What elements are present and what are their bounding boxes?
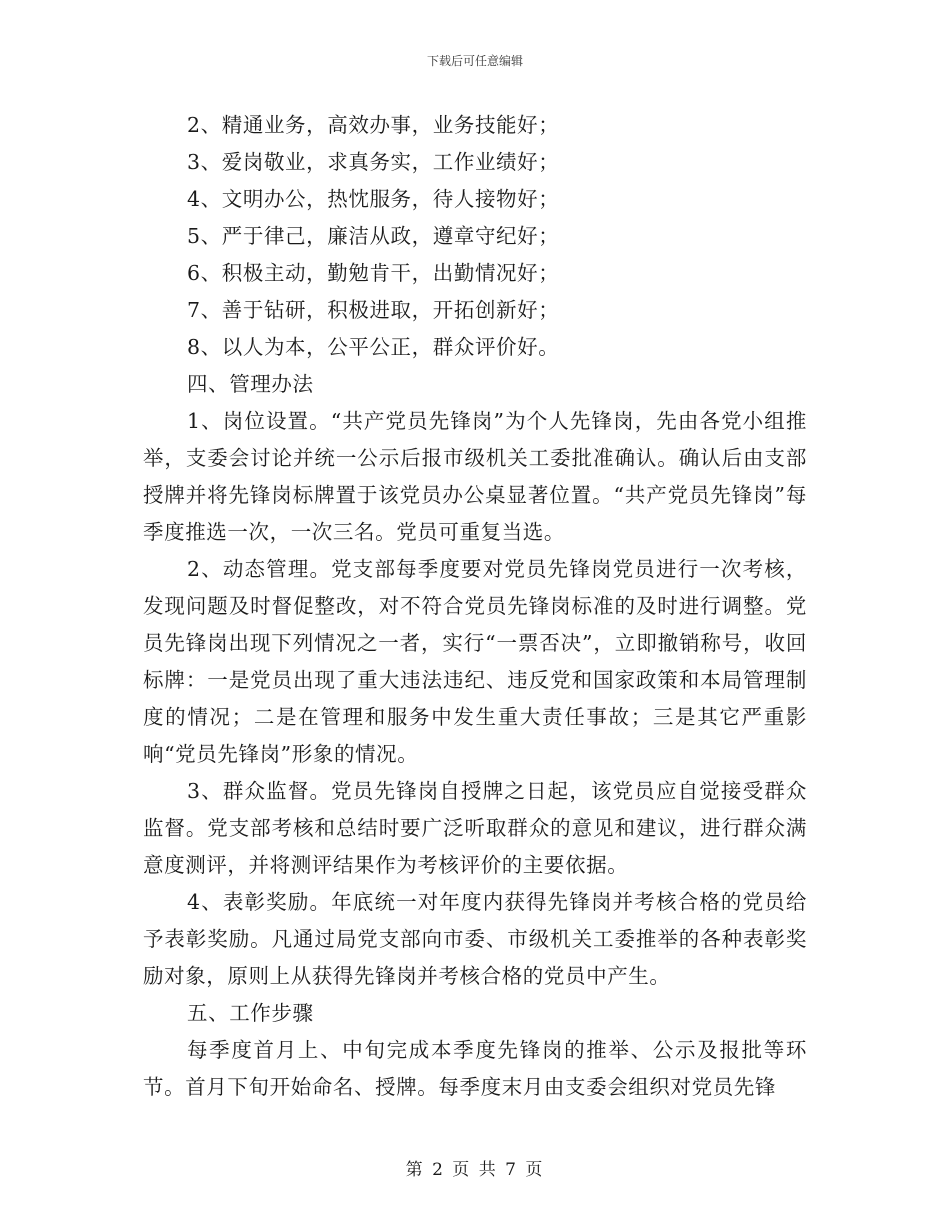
list-item-8: 8、以人为本，公平公正，群众评价好。: [187, 335, 560, 359]
paragraph-commendation: 4、表彰奖励。年底统一对年度内获得先锋岗并考核合格的党员给予表彰奖励。凡通过局党支部向市委、市级机关工委推举的各种表彰奖励对象，原则上从获得先锋岗并考核合格的党员中产生。: [143, 890, 807, 988]
list-item-2: 2、精通业务，高效办事，业务技能好；: [187, 113, 560, 137]
paragraph-post-setup: 1、岗位设置。“共产党员先锋岗”为个人先锋岗，先由各党小组推举，支委会讨论并统一公示后报市级机关工委批准确认。确认后由支部授牌并将先锋岗标牌置于该党员办公桌显著位置。“共产党员先锋岗”每季度推选一次，一次三名。党员可重复当选。: [143, 409, 807, 544]
list-item-6: 6、积极主动，勤勉肯干，出勤情况好；: [187, 261, 560, 285]
list-item-5: 5、严于律己，廉洁从政，遵章守纪好；: [187, 224, 560, 248]
paragraph-public-supervision: 3、群众监督。党员先锋岗自授牌之日起，该党员应自觉接受群众监督。党支部考核和总结时要广泛听取群众的意见和建议，进行群众满意度测评，并将测评结果作为考核评价的主要依据。: [143, 779, 807, 877]
list-item-3: 3、爱岗敬业，求真务实，工作业绩好；: [187, 150, 560, 174]
section-heading-work-steps: 五、工作步骤: [187, 1001, 314, 1025]
list-item-4: 4、文明办公，热忱服务，待人接物好；: [187, 187, 560, 211]
list-item-7: 7、善于钻研，积极进取，开拓创新好；: [187, 298, 560, 322]
paragraph-dynamic-management: 2、动态管理。党支部每季度要对党员先锋岗党员进行一次考核，发现问题及时督促整改，对不符合党员先锋岗标准的及时进行调整。党员先锋岗出现下列情况之一者，实行“一票否决”，立即撤销称号，收回标牌：一是党员出现了重大违法违纪、违反党和国家政策和本局管理制度的情况；二是在管理和服务中发生重大责任事故；三是其它严重影响“党员先锋岗”形象的情况。: [143, 557, 807, 766]
document-body: [143, 107, 807, 1106]
page-number: 第 2 页 共 7 页: [405, 1160, 545, 1180]
section-heading-management: 四、管理办法: [187, 372, 314, 396]
paragraph-quarterly-schedule: 每季度首月上、中旬完成本季度先锋岗的推举、公示及报批等环节。首月下旬开始命名、授牌。每季度末月由支委会组织对党员先锋: [143, 1038, 807, 1099]
page-header: 下载后可任意编辑: [426, 54, 523, 68]
